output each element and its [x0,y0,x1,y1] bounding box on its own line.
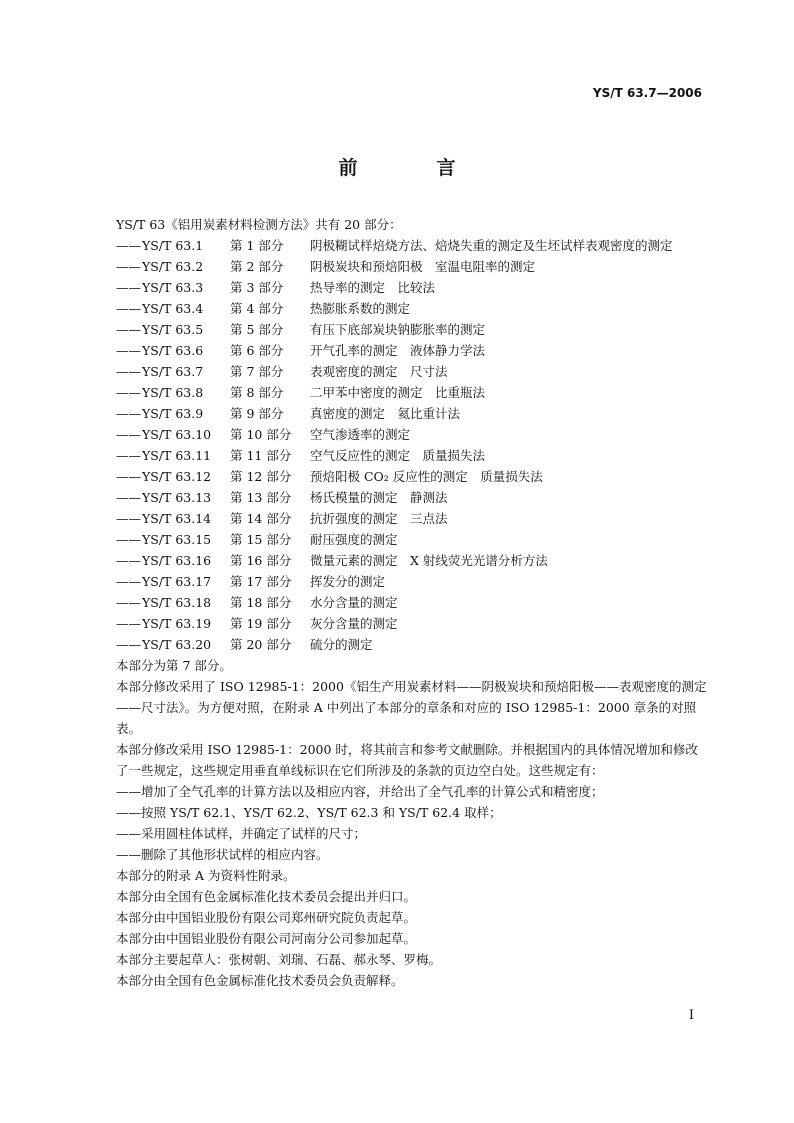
part-dash: —— [116,616,141,631]
part-list-item [116,445,708,466]
part-desc: 耐压强度的测定 [310,532,398,547]
part-dash: —— [116,385,141,400]
part-desc: 热导率的测定 比较法 [310,280,436,295]
part-part: 第 11 部分 [230,448,292,463]
part-desc: 有压下底部炭块钠膨胀率的测定 [310,322,486,337]
part-part: 第 12 部分 [230,469,292,484]
iso-reference-paragraph: 本部分修改采用了 ISO 12985-1：2000《铝生产用炭素材料——阴极炭块和预焙阳极——表观密度的测定——尺寸法》。为方便对照，在附录 A 中列出了本部分的章条和对应的 ISO 12985-1：2000 章条的对照表。 [116,679,707,736]
part-list-item [116,382,708,403]
part-code: YS/T 63.11 [142,448,212,463]
part-part: 第 8 部分 [230,385,284,400]
part-list-item [116,424,708,445]
part-code: YS/T 63.5 [142,322,204,337]
part-dash: —— [116,490,141,505]
part-part: 第 16 部分 [230,553,292,568]
drafters-line: 本部分主要起草人：张树朝、刘瑞、石磊、郝永琴、罗梅。 [116,952,442,967]
part-list-item [116,277,708,298]
part-list-item [116,466,708,487]
part-part: 第 10 部分 [230,427,292,442]
part-dash: —— [116,637,141,652]
part-dash: —— [116,238,141,253]
mod-item: ——采用圆柱体试样，并确定了试样的尺寸； [116,826,367,841]
part-list-item [116,340,708,361]
mod-item: ——按照 YS/T 62.1、YS/T 62.2、YS/T 62.3 和 YS/T 62.4 取样； [116,805,502,820]
part-desc: 抗折强度的测定 三点法 [310,511,448,526]
part-code: YS/T 63.4 [142,301,204,316]
page-number: I [688,1008,694,1023]
part-code: YS/T 63.9 [142,406,204,421]
part-dash: —— [116,595,141,610]
part-list-item [116,319,708,340]
part-dash: —— [116,301,141,316]
part-list-item [116,403,708,424]
part-desc: 空气反应性的测定 质量损失法 [310,448,486,463]
part-desc: 阴极炭块和预焙阳极 室温电阻率的测定 [310,259,536,274]
drafter-org-line: 本部分由中国铝业股份有限公司郑州研究院负责起草。 [116,910,417,925]
part-part: 第 19 部分 [230,616,292,631]
part-part: 第 9 部分 [230,406,284,421]
part-part: 第 20 部分 [230,637,292,652]
part-code: YS/T 63.8 [142,385,204,400]
part-dash: —— [116,448,141,463]
part-code: YS/T 63.10 [142,427,212,442]
part-code: YS/T 63.16 [142,553,212,568]
part-list-item [116,571,708,592]
part-code: YS/T 63.18 [142,595,212,610]
part-desc: 水分含量的测定 [310,595,398,610]
part-code: YS/T 63.6 [142,343,204,358]
part-dash: —— [116,364,141,379]
part-list-item [116,508,708,529]
modification-paragraph: 本部分修改采用 ISO 12985-1：2000 时，将其前言和参考文献删除。并根据国内的具体情况增加和修改了一些规定，这些规定用垂直单线标识在它们所涉及的条款的页边空白处。这些规定有： [116,742,698,778]
part-code: YS/T 63.17 [142,574,212,589]
part-dash: —— [116,406,141,421]
part-code: YS/T 63.1 [142,238,204,253]
part-desc: 开气孔率的测定 液体静力学法 [310,343,486,358]
part-code: YS/T 63.19 [142,616,212,631]
part-desc: 硫分的测定 [310,637,373,652]
part-part: 第 6 部分 [230,343,284,358]
part-list-item [116,361,708,382]
part-desc: 二甲苯中密度的测定 比重瓶法 [310,385,486,400]
part-desc: 挥发分的测定 [310,574,386,589]
part-desc: 热膨胀系数的测定 [310,301,411,316]
part-desc: 空气渗透率的测定 [310,427,411,442]
part-part: 第 5 部分 [230,322,284,337]
part-list-item [116,592,708,613]
part-code: YS/T 63.12 [142,469,212,484]
part-dash: —— [116,469,141,484]
part-code: YS/T 63.20 [142,637,212,652]
part-list-item [116,235,708,256]
part-desc: 阴极糊试样焙烧方法、焙烧失重的测定及生坯试样表观密度的测定 [310,238,673,253]
mod-item: ——增加了全气孔率的计算方法以及相应内容，并给出了全气孔率的计算公式和精密度； [116,784,604,799]
part-part: 第 4 部分 [230,301,284,316]
part-part: 第 14 部分 [230,511,292,526]
part-part: 第 13 部分 [230,490,292,505]
part-desc: 真密度的测定 氦比重计法 [310,406,461,421]
page-title: 前 言 [338,157,486,179]
part-part: 第 17 部分 [230,574,292,589]
part-part: 第 15 部分 [230,532,292,547]
part-dash: —— [116,280,141,295]
part-code: YS/T 63.15 [142,532,212,547]
part-desc: 灰分含量的测定 [310,616,398,631]
part-list-item [116,550,708,571]
foreword-content [116,214,708,991]
part-part: 第 18 部分 [230,595,292,610]
part-code: YS/T 63.2 [142,259,204,274]
part-dash: —— [116,343,141,358]
part-dash: —— [116,322,141,337]
interpret-line: 本部分由全国有色金属标准化技术委员会负责解释。 [116,973,404,988]
parts-list [116,235,708,655]
part-part: 第 2 部分 [230,259,284,274]
part-dash: —— [116,427,141,442]
part-dash: —— [116,259,141,274]
part-desc: 杨氏模量的测定 静测法 [310,490,448,505]
part-list-item [116,256,708,277]
part-dash: —— [116,553,141,568]
part-list-item [116,487,708,508]
part-part: 第 7 部分 [230,364,284,379]
part-desc: 表观密度的测定 尺寸法 [310,364,448,379]
part-code: YS/T 63.13 [142,490,212,505]
part-dash: —— [116,511,141,526]
proposed-line: 本部分由全国有色金属标准化技术委员会提出并归口。 [116,889,417,904]
part-part: 第 1 部分 [230,238,284,253]
part-list-item [116,298,708,319]
participant-line: 本部分由中国铝业股份有限公司河南分公司参加起草。 [116,931,417,946]
part-code: YS/T 63.7 [142,364,204,379]
mod-item: ——删除了其他形状试样的相应内容。 [116,847,329,862]
part-list-item [116,634,708,655]
part-code: YS/T 63.3 [142,280,204,295]
part7-line: 本部分为第 7 部分。 [116,658,232,673]
part-code: YS/T 63.14 [142,511,212,526]
part-desc: 预焙阳极 CO₂ 反应性的测定 质量损失法 [310,469,543,484]
part-list-item [116,613,708,634]
part-part: 第 3 部分 [230,280,284,295]
part-dash: —— [116,532,141,547]
annex-line: 本部分的附录 A 为资料性附录。 [116,868,296,883]
part-dash: —— [116,574,141,589]
part-desc: 微量元素的测定 X 射线荧光光谱分析方法 [310,553,548,568]
standard-code: YS/T 63.7—2006 [592,86,702,100]
intro-line: YS/T 63《铝用炭素材料检测方法》共有 20 部分： [116,217,402,232]
part-list-item [116,529,708,550]
